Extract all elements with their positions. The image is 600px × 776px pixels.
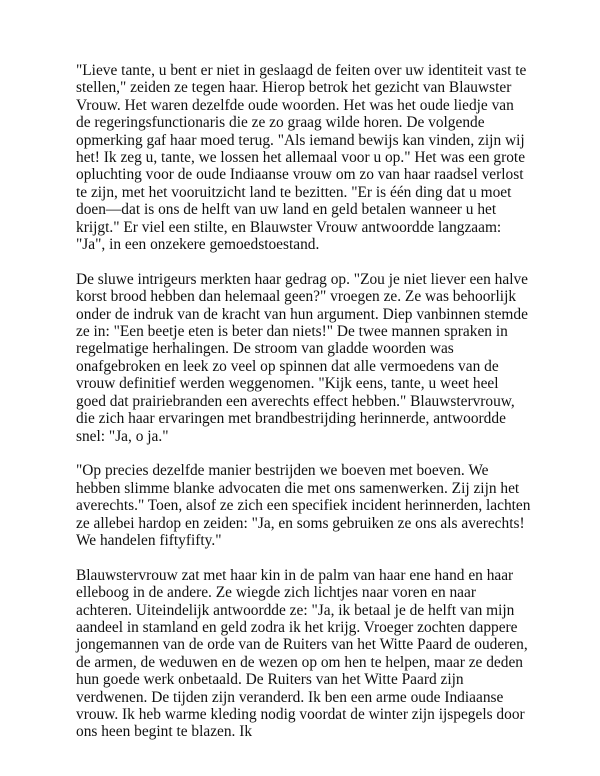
paragraph-2: De sluwe intrigeurs merkten haar gedrag op. "Zou je niet liever een halve korst brood hebben dan helemaal geen?" vroegen ze. Ze was behoorlijk onder de indruk van de kracht van hun argument. Diep vanbinnen stemde ze in: "Een beetje eten is beter dan niets!" De twee mannen spraken in regelmatige herhalingen. De stroom van gladde woorden was onafgebroken en leek zo veel op spinnen dat alle vermoedens van de vrouw definitief werden weggenomen. "Kijk eens, tante, u weet heel goed dat prairiebranden een averechts effect hebben." Blauwstervrouw, die zich haar ervaringen met brandbestrijding herinnerde, antwoordde snel: "Ja, o ja."	[76, 270, 529, 445]
paragraph-1: "Lieve tante, u bent er niet in geslaagd de feiten over uw identiteit vast te stellen," zeiden ze tegen haar. Hierop betrok het gezicht van Blauwster Vrouw. Het waren dezelfde oude woorden. Het was het oude liedje van de regeringsfunctionaris die ze zo graag wilde horen. De volgende opmerking gaf haar moed terug. "Als iemand bewijs kan vinden, zijn wij het! Ik zeg u, tante, we lossen het allemaal voor u op." Het was een grote opluchting voor de oude Indiaanse vrouw om zo van haar raadsel verlost te zijn, met het vooruitzicht land te bezitten. "Er is één ding dat u moet doen—dat is ons de helft van uw land en geld betalen wanneer u het krijgt." Er viel een stilte, en Blauwster Vrouw antwoordde langzaam: "Ja", in een onzekere gemoedstoestand.	[76, 62, 527, 254]
document-page	[76, 62, 532, 758]
paragraph-4: Blauwstervrouw zat met haar kin in de palm van haar ene hand en haar elleboog in de andere. Ze wiegde zich lichtjes naar voren en naar achteren. Uiteindelijk antwoordde ze: "Ja, ik betaal je de helft van mijn aandeel in stamland en geld zodra ik het krijg. Vroeger zochten dappere jongemannen van de orde van de Ruiters van het Witte Paard de ouderen, de armen, de weduwen en de wezen op om hen te helpen, maar ze deden hun goede werk onbetaald. De Ruiters van het Witte Paard zijn verdwenen. De tijden zijn veranderd. Ik ben een arme oude Indiaanse vrouw. Ik heb warme kleding nodig voordat de winter zijn ijspegels door ons heen begint te blazen. Ik	[76, 566, 528, 741]
paragraph-3: "Op precies dezelfde manier bestrijden we boeven met boeven. We hebben slimme blanke advocaten die met ons samenwerken. Zij zijn het averechts." Toen, alsof ze zich een specifiek incident herinnerden, lachten ze allebei hardop en zeiden: "Ja, en soms gebruiken ze ons als averechts! We handelen fiftyfifty."	[76, 462, 531, 549]
